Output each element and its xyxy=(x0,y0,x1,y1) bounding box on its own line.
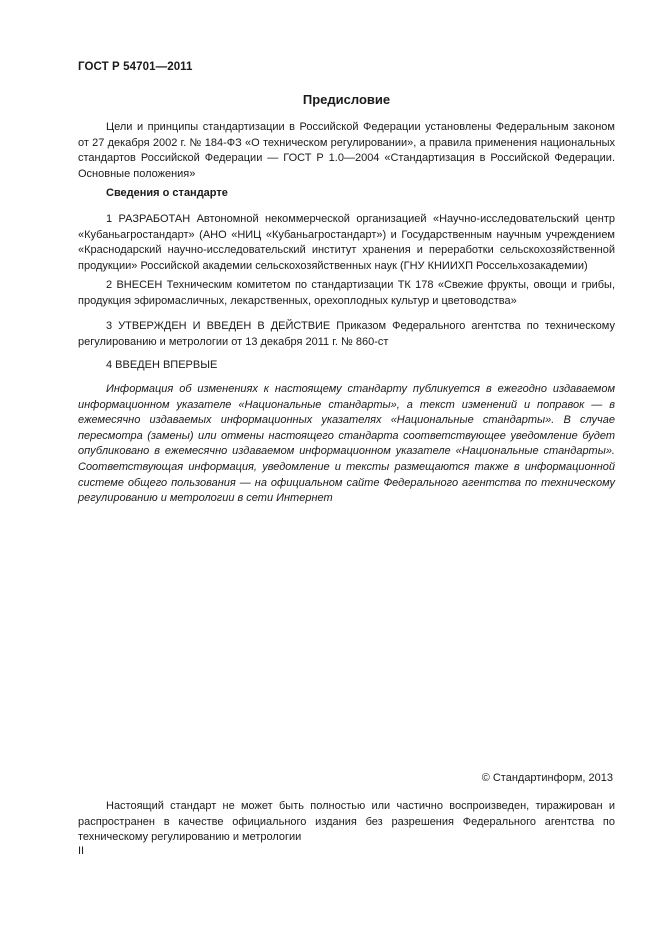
item-2-paragraph xyxy=(78,278,615,309)
item-1-paragraph xyxy=(78,212,615,274)
item-4-text: 4 ВВЕДЕН ВПЕРВЫЕ xyxy=(106,359,218,371)
item-3-text: 3 УТВЕРЖДЕН И ВВЕДЕН В ДЕЙСТВИЕ Приказом Федерального агентства по техническому регулированию и метрологии от 13 декабря 2011 г. № 860-ст xyxy=(78,320,615,348)
section-heading xyxy=(78,186,615,202)
page-number: II xyxy=(78,845,85,857)
item-1-text: 1 РАЗРАБОТАН Автономной некоммерческой организацией «Научно-исследовательский центр «Кубаньагростандарт» (АНО «НИЦ «Кубаньагростандарт») и Государственным научным учреждением «Краснодарский научно-исследовательский институт хранения и переработки сельскохозяйственной продукции» Российской академии сельскохозяйственных наук (ГНУ КНИИХП Россельхозакадемии) xyxy=(78,213,615,272)
reproduction-notice-text: Настоящий стандарт не может быть полностью или частично воспроизведен, тиражирован и распространен в качестве официального издания без разрешения Федерального агентства по техническому регулированию и метрологии xyxy=(78,800,615,844)
copyright-notice: © Стандартинформ, 2013 xyxy=(481,772,613,784)
page-title: Предисловие xyxy=(302,92,391,107)
item-3-paragraph xyxy=(78,319,615,350)
section-heading-text: Сведения о стандарте xyxy=(106,187,228,199)
intro-text: Цели и принципы стандартизации в Российской Федерации установлены Федеральным законом от 27 декабря 2002 г. № 184-ФЗ «О техническом регулировании», а правила применения национальных стандартов Российской Федерации — ГОСТ Р 1.0—2004 «Стандартизация в Российской Федерации. Основные положения» xyxy=(78,121,615,180)
info-note-text: Информация об изменениях к настоящему стандарту публикуется в ежегодно издаваемом информационном указателе «Национальные стандарты», а текст изменений и поправок — в ежемесячно издаваемых информационных указателях «Национальные стандарты». В случае пересмотра (замены) или отмены настоящего стандарта соответствующее уведомление будет опубликовано в ежемесячно издаваемом информационном указателе «Национальные стандарты». Соответствующая информация, уведомление и тексты размещаются также в информационной системе общего пользования — на официальном сайте Федерального агентства по техническому регулированию и метрологии в сети Интернет xyxy=(78,383,615,505)
info-note-paragraph xyxy=(78,382,615,507)
standard-code-header: ГОСТ Р 54701—2011 xyxy=(78,61,193,73)
item-4-paragraph xyxy=(78,358,615,374)
reproduction-notice-paragraph xyxy=(78,799,615,846)
item-2-text: 2 ВНЕСЕН Техническим комитетом по стандартизации ТК 178 «Свежие фрукты, овощи и грибы, продукция эфиромасличных, лекарственных, орехоплодных культур и цветоводства» xyxy=(78,279,615,307)
intro-paragraph xyxy=(78,120,615,182)
